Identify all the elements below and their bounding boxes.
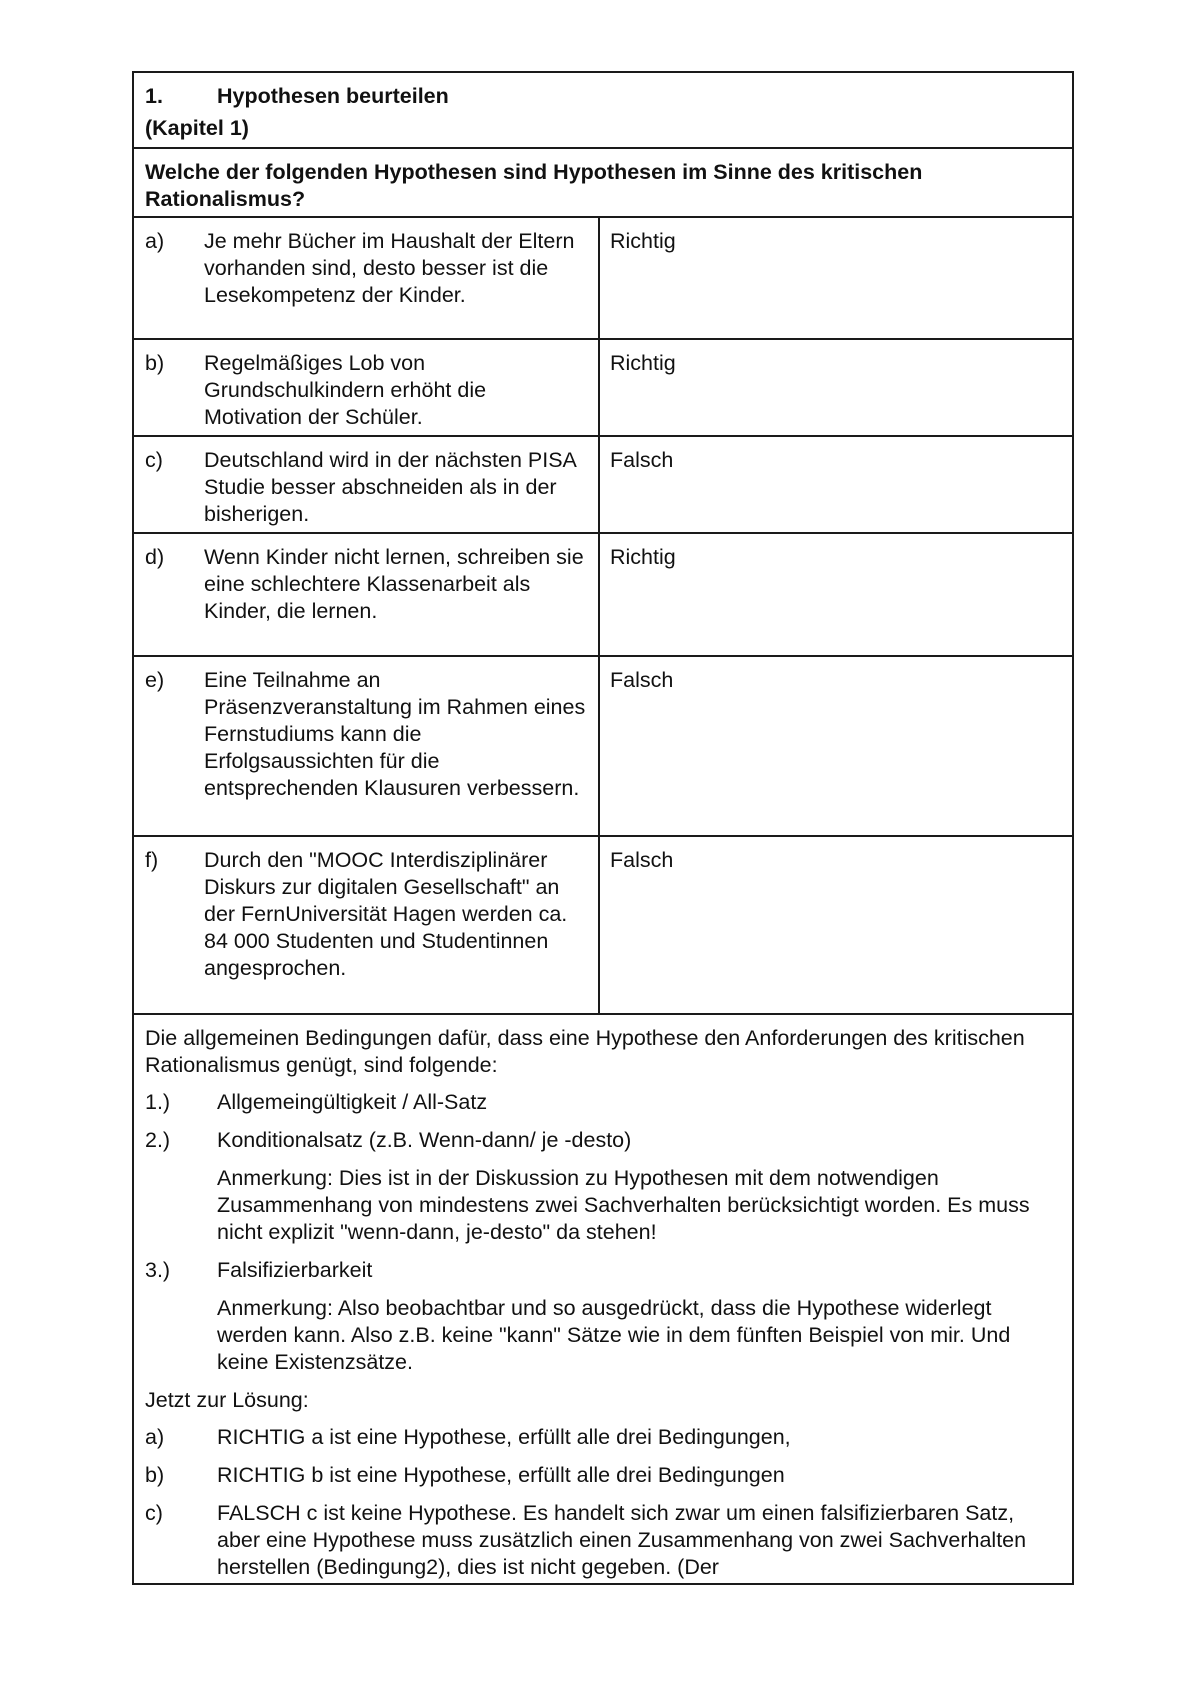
item-letter: a) [145, 229, 165, 253]
condition-text: Falsifizierbarkeit [217, 1258, 373, 1282]
condition-number: 2.) [145, 1128, 171, 1152]
item-letter: f) [145, 848, 159, 872]
answer-text: Falsch [610, 848, 674, 872]
table-row [133, 533, 1073, 656]
condition-text: Konditionalsatz (z.B. Wenn-dann/ je -desto) [217, 1128, 632, 1152]
question-cell [133, 148, 1073, 217]
answer-cell [599, 836, 1073, 1014]
item-letter: e) [145, 668, 165, 692]
solution-letter: c) [145, 1501, 163, 1525]
answer-cell [599, 436, 1073, 533]
table-row [133, 217, 1073, 339]
answer-cell [599, 533, 1073, 656]
hypothesis-cell [133, 836, 599, 1014]
hypothesis-text: Durch den "MOOC Interdisziplinärer Diskurs zur digitalen Gesellschaft" an der FernUniversität Hagen werden ca. 84 000 Studenten und Studentinnen angesprochen. [204, 848, 568, 980]
condition-number: 1.) [145, 1090, 171, 1114]
solution-text: RICHTIG b ist eine Hypothese, erfüllt alle drei Bedingungen [217, 1463, 785, 1487]
table-row [133, 836, 1073, 1014]
condition-text: Allgemeingültigkeit / All-Satz [217, 1090, 488, 1114]
hypothesis-text: Wenn Kinder nicht lernen, schreiben sie eine schlechtere Klassenarbeit als Kinder, die lernen. [204, 545, 584, 623]
explanation-intro: Die allgemeinen Bedingungen dafür, dass eine Hypothese den Anforderungen des kritischen Rationalismus genügt, sind folgende: [145, 1026, 1025, 1077]
hypothesis-cell [133, 217, 599, 339]
answer-text: Falsch [610, 668, 674, 692]
answer-cell [599, 217, 1073, 339]
section-heading [145, 80, 1062, 112]
table-row [133, 339, 1073, 436]
hypothesis-text: Eine Teilnahme an Präsenzveranstaltung im Rahmen eines Fernstudiums kann die Erfolgsaussichten für die entsprechenden Klausuren verbessern. [204, 668, 586, 800]
explanation-cell [133, 1014, 1073, 1584]
condition-note: Anmerkung: Also beobachtbar und so ausgedrückt, dass die Hypothese widerlegt werden kann. Also z.B. keine "kann" Sätze wie in dem fünften Beispiel von mir. Und keine Existenzsätze. [217, 1296, 1011, 1374]
hypothesis-cell [133, 339, 599, 436]
hypothesis-text: Regelmäßiges Lob von Grundschulkindern erhöht die Motivation der Schüler. [204, 351, 487, 429]
hypothesis-cell [133, 656, 599, 836]
section-number: 1. [145, 83, 163, 108]
list-item [145, 1257, 1062, 1284]
item-letter: b) [145, 351, 165, 375]
hypothesis-cell [133, 533, 599, 656]
table-row [133, 656, 1073, 836]
answer-cell [599, 656, 1073, 836]
title-cell [133, 72, 1073, 148]
solution-heading: Jetzt zur Lösung: [145, 1388, 309, 1412]
question-row [133, 148, 1073, 217]
exercise-table [132, 71, 1074, 1585]
explanation-row [133, 1014, 1073, 1584]
hypothesis-text: Je mehr Bücher im Haushalt der Eltern vorhanden sind, desto besser ist die Lesekompetenz der Kinder. [204, 229, 575, 307]
document-page [132, 71, 1072, 1585]
answer-text: Richtig [610, 545, 676, 569]
item-letter: d) [145, 545, 165, 569]
answer-cell [599, 339, 1073, 436]
answer-text: Falsch [610, 448, 674, 472]
chapter-label: (Kapitel 1) [145, 115, 249, 140]
solution-letter: b) [145, 1463, 165, 1487]
hypothesis-text: Deutschland wird in der nächsten PISA Studie besser abschneiden als in der bisherigen. [204, 448, 576, 526]
section-title: Hypothesen beurteilen [217, 83, 449, 108]
condition-number: 3.) [145, 1258, 171, 1282]
condition-note: Anmerkung: Dies ist in der Diskussion zu Hypothesen mit dem notwendigen Zusammenhang von mindestens zwei Sachverhalten berücksichtigt worden. Es muss nicht explizit "wenn-dann, je-desto" da stehen! [217, 1166, 1030, 1244]
solution-letter: a) [145, 1425, 165, 1449]
list-item [145, 1089, 1062, 1116]
title-row [133, 72, 1073, 148]
solution-text: FALSCH c ist keine Hypothese. Es handelt sich zwar um einen falsifizierbaren Satz, aber eine Hypothese muss zusätzlich einen Zusammenhang von zwei Sachverhalten herstellen (Bedingung2), dies ist nicht gegeben. (Der [217, 1501, 1027, 1579]
item-letter: c) [145, 448, 163, 472]
list-item [145, 1462, 1062, 1489]
list-item [145, 1127, 1062, 1154]
table-row [133, 436, 1073, 533]
hypothesis-cell [133, 436, 599, 533]
answer-text: Richtig [610, 229, 676, 253]
solution-text: RICHTIG a ist eine Hypothese, erfüllt alle drei Bedingungen, [217, 1425, 791, 1449]
list-item [145, 1424, 1062, 1451]
list-item [145, 1500, 1062, 1581]
question-text: Welche der folgenden Hypothesen sind Hypothesen im Sinne des kritischen Rationalismus? [145, 160, 923, 211]
answer-text: Richtig [610, 351, 676, 375]
